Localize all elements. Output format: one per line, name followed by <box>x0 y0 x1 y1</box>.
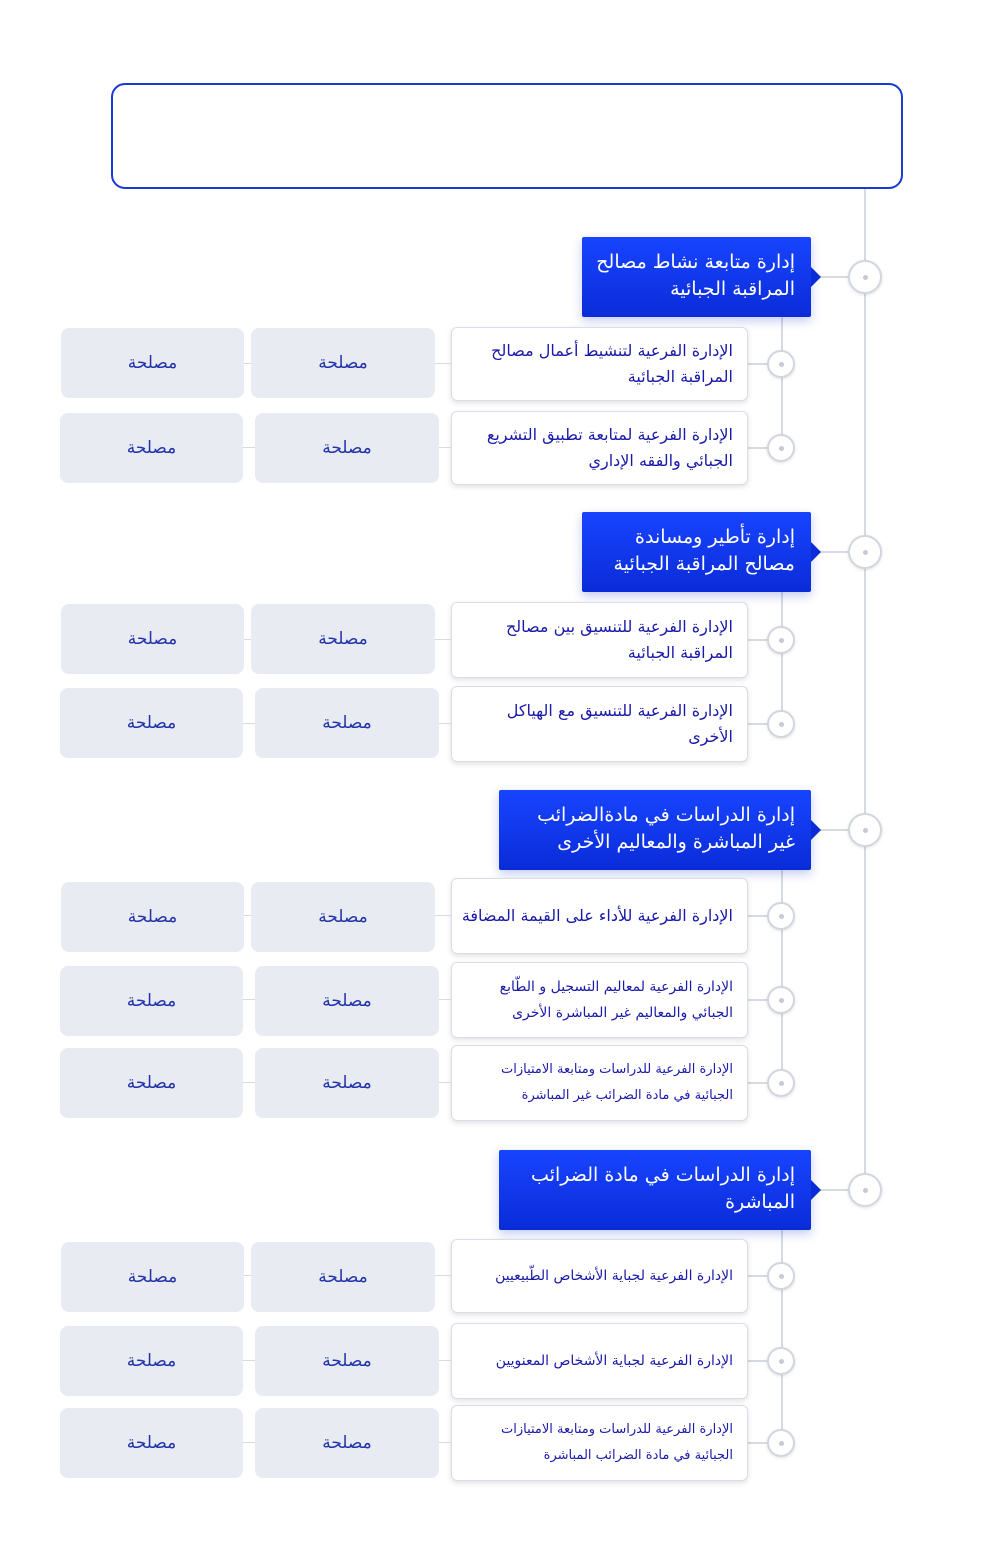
sub-department-box[interactable] <box>451 1405 748 1481</box>
sub-department-label: الإدارة الفرعية لجباية الأشخاص المعنويين <box>495 1353 733 1369</box>
sub-department-label: الإدارة الفرعية للتنسيق مع الهياكل الأخرى <box>506 701 733 746</box>
sub-timeline-node <box>767 902 795 930</box>
sub-timeline-node <box>767 1069 795 1097</box>
service-box[interactable]: مصلحة <box>255 413 439 483</box>
sub-department-label: الإدارة الفرعية للأداء على القيمة المضافة <box>461 906 733 925</box>
sub-department-box[interactable] <box>451 602 748 678</box>
department-arrow <box>811 267 821 287</box>
service-box[interactable]: مصلحة <box>251 882 435 952</box>
sub-timeline-node <box>767 1262 795 1290</box>
main-connector-line <box>864 189 866 1192</box>
department-arrow <box>811 1180 821 1200</box>
service-box[interactable]: مصلحة <box>60 688 243 758</box>
service-box[interactable]: مصلحة <box>255 688 439 758</box>
timeline-node <box>848 535 882 569</box>
sub-timeline-node <box>767 626 795 654</box>
sub-timeline-node <box>767 350 795 378</box>
sub-timeline-node <box>767 710 795 738</box>
timeline-node <box>848 813 882 847</box>
sub-department-label: الإدارة الفرعية لمتابعة تطبيق التشريع الجبائي والفقه الإداري <box>486 425 733 470</box>
service-box[interactable]: مصلحة <box>61 882 244 952</box>
sub-timeline-node <box>767 1429 795 1457</box>
service-box[interactable]: مصلحة <box>60 413 243 483</box>
sub-department-label: الإدارة الفرعية لمعاليم التسجيل و الطّابع الجبائي والمعاليم غير المباشرة الأخرى <box>499 979 733 1021</box>
sub-department-box[interactable] <box>451 1239 748 1313</box>
service-box[interactable]: مصلحة <box>60 1048 243 1118</box>
department-box[interactable]: إدارة الدراسات في مادةالضرائب غير المباشرة والمعاليم الأخرى <box>499 790 811 870</box>
sub-department-label: الإدارة الفرعية للدراسات ومتابعة الامتيازات الجبائية في مادة الضرائب المباشرة <box>501 1422 733 1463</box>
department-arrow <box>811 542 821 562</box>
sub-department-box[interactable] <box>451 327 748 401</box>
sub-department-box[interactable] <box>451 686 748 762</box>
service-box[interactable]: مصلحة <box>60 1408 243 1478</box>
department-box[interactable]: إدارة متابعة نشاط مصالح المراقبة الجبائية <box>582 237 811 317</box>
sub-department-label: الإدارة الفرعية للتنسيق بين مصالح المراقبة الجبائية <box>505 617 733 662</box>
department-arrow <box>811 820 821 840</box>
sub-department-box[interactable] <box>451 411 748 485</box>
sub-department-box[interactable] <box>451 1323 748 1399</box>
sub-timeline-node <box>767 434 795 462</box>
sub-timeline-node <box>767 986 795 1014</box>
dept-connector-line <box>781 592 783 724</box>
sub-department-label: الإدارة الفرعية لجباية الأشخاص الطّبيعيين <box>495 1268 733 1284</box>
sub-department-box[interactable] <box>451 878 748 954</box>
service-box[interactable]: مصلحة <box>61 328 244 398</box>
dept-connector-line <box>781 317 783 448</box>
service-box[interactable]: مصلحة <box>255 1408 439 1478</box>
service-box[interactable]: مصلحة <box>255 1048 439 1118</box>
service-box[interactable]: مصلحة <box>60 1326 243 1396</box>
service-box[interactable]: مصلحة <box>61 604 244 674</box>
sub-department-box[interactable] <box>451 962 748 1038</box>
department-box[interactable]: إدارة تأطير ومساندة مصالح المراقبة الجبائية <box>582 512 811 592</box>
sub-department-label: الإدارة الفرعية لتنشيط أعمال مصالح المراقبة الجبائية <box>491 341 733 386</box>
service-box[interactable]: مصلحة <box>255 966 439 1036</box>
header-box <box>111 83 903 189</box>
service-box[interactable]: مصلحة <box>60 966 243 1036</box>
department-box[interactable]: إدارة الدراسات في مادة الضرائب المباشرة <box>499 1150 811 1230</box>
sub-timeline-node <box>767 1347 795 1375</box>
service-box[interactable]: مصلحة <box>251 604 435 674</box>
service-box[interactable]: مصلحة <box>251 328 435 398</box>
service-box[interactable]: مصلحة <box>251 1242 435 1312</box>
sub-department-box[interactable] <box>451 1045 748 1121</box>
service-box[interactable]: مصلحة <box>61 1242 244 1312</box>
timeline-node <box>848 1173 882 1207</box>
sub-department-label: الإدارة الفرعية للدراسات ومتابعة الامتيازات الجبائية في مادة الضرائب غير المباشرة <box>501 1062 733 1103</box>
service-box[interactable]: مصلحة <box>255 1326 439 1396</box>
timeline-node <box>848 260 882 294</box>
